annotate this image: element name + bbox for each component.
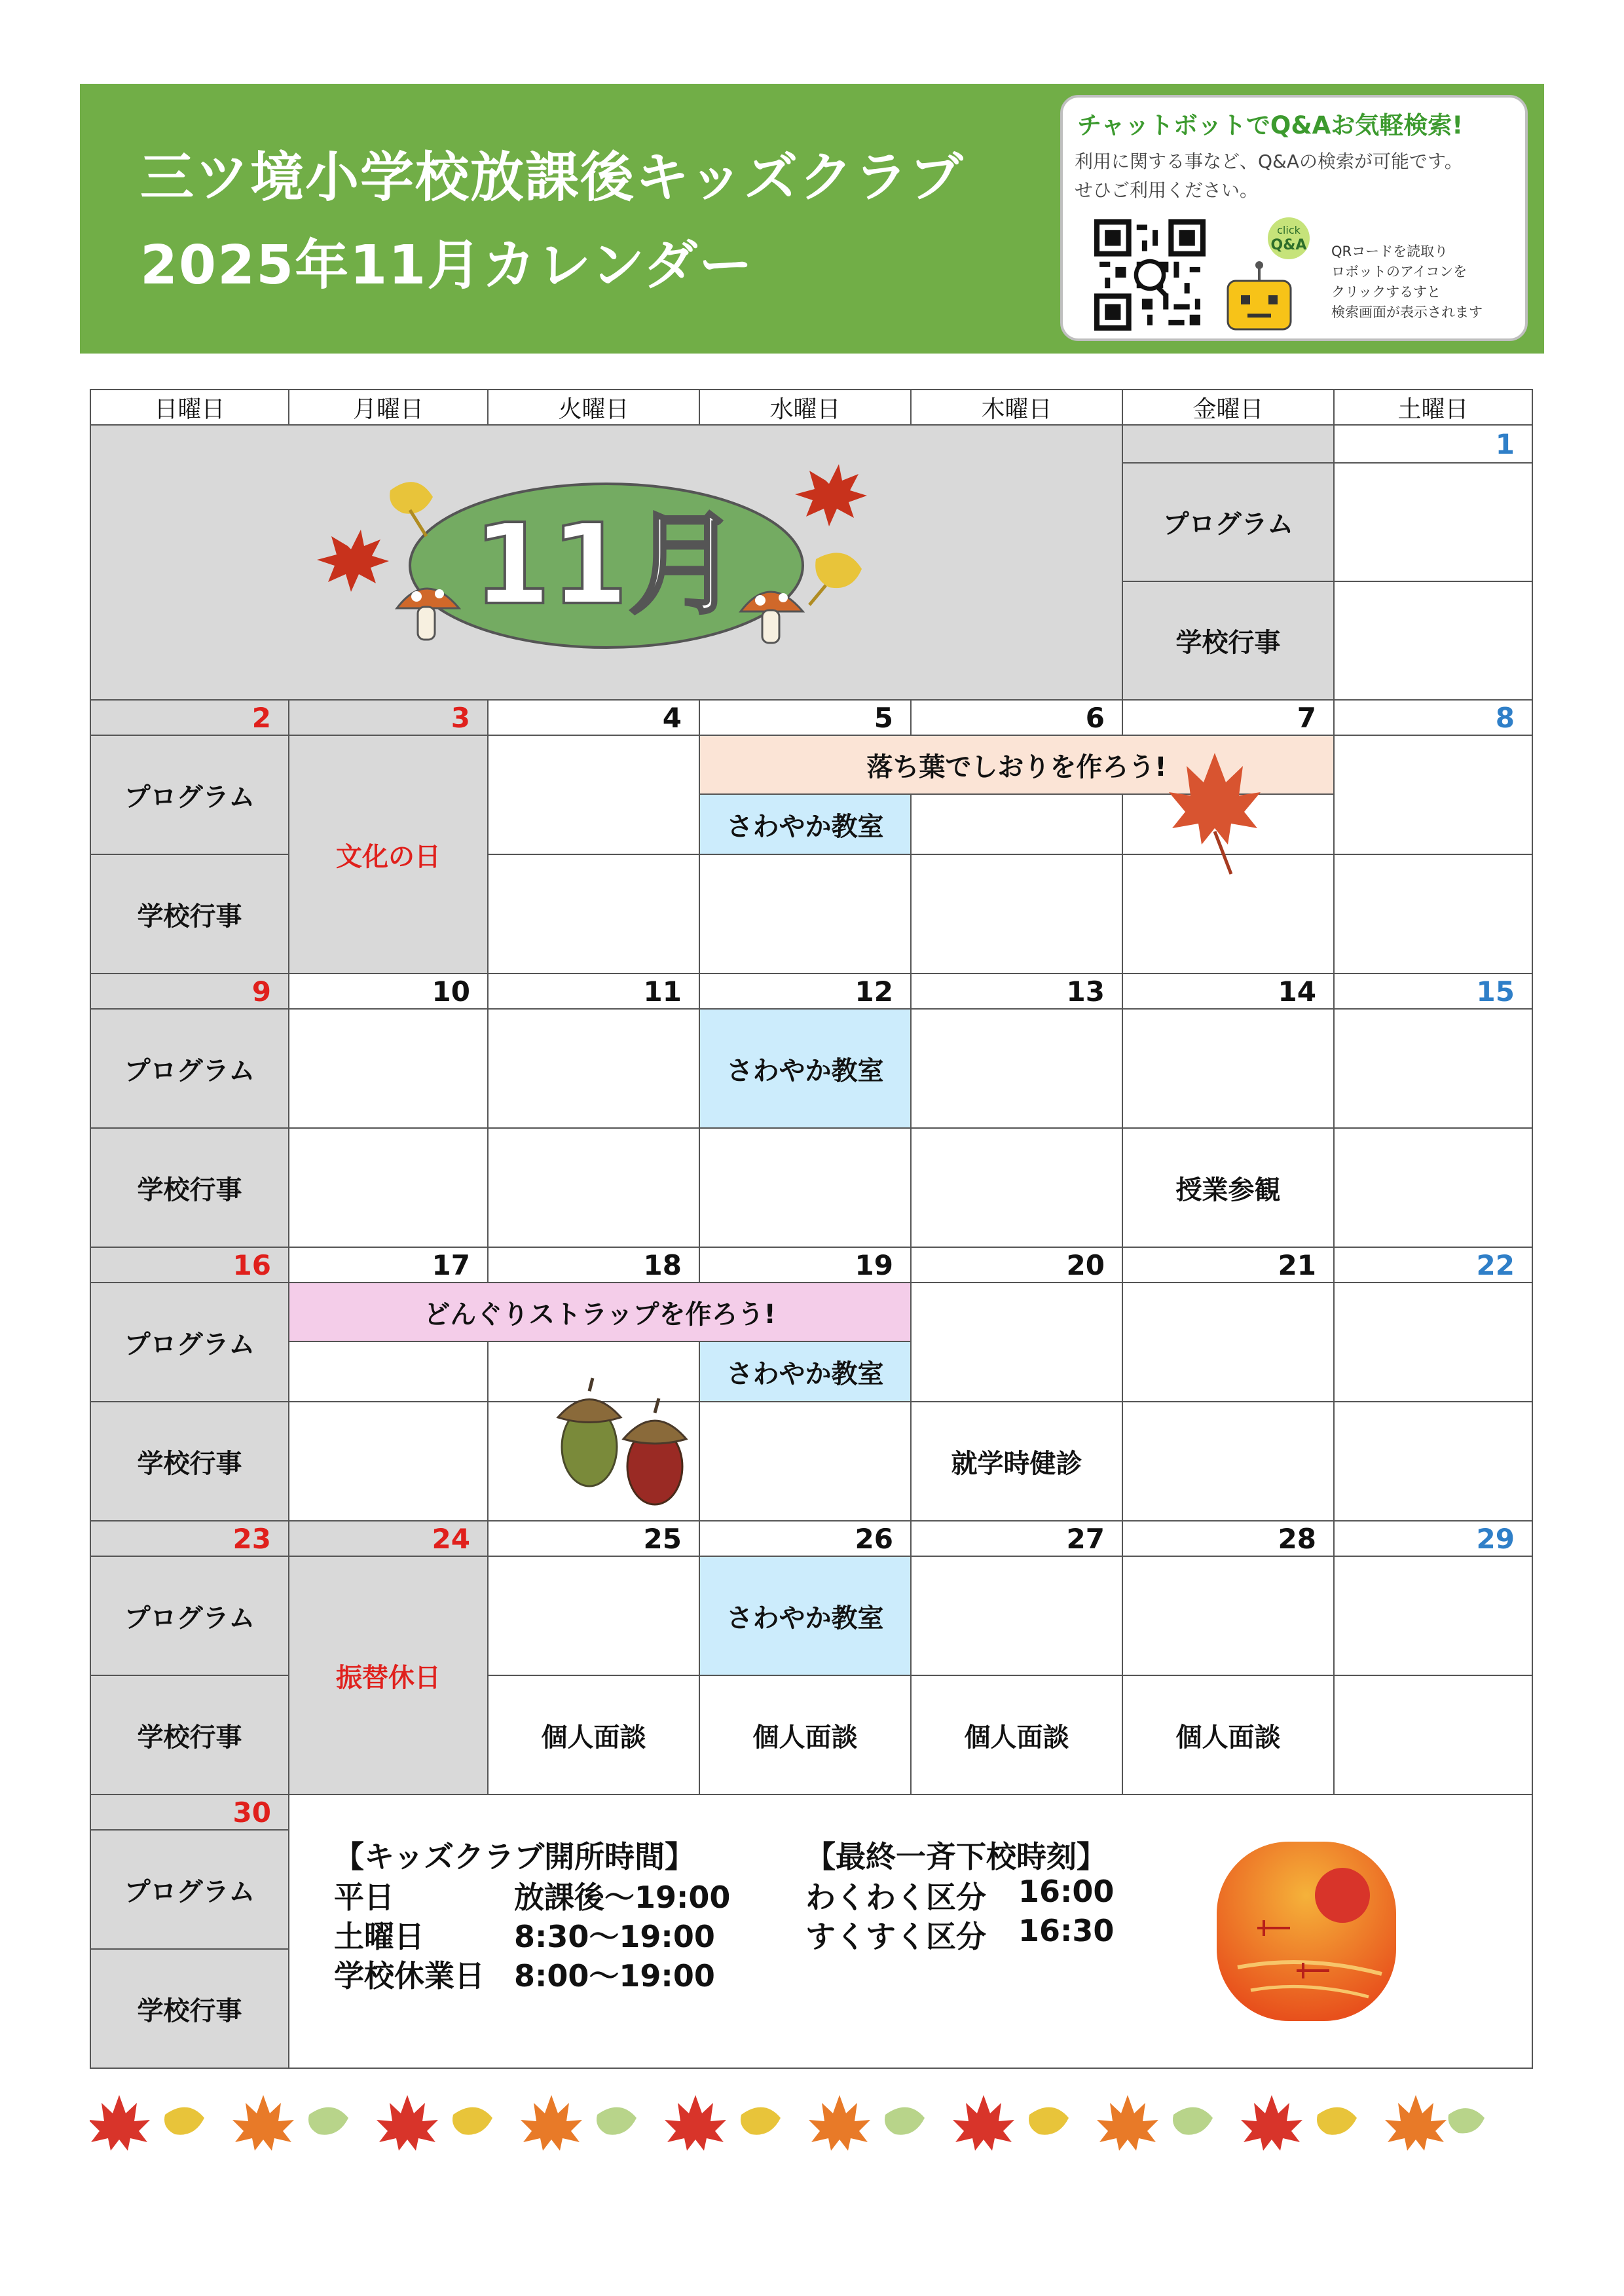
day-number-24: 24 [288, 1520, 489, 1557]
school-event-label: 学校行事 [90, 854, 289, 974]
ginkgo-leaf-icon [1317, 2107, 1357, 2135]
weekday-tuesday: 火曜日 [487, 389, 700, 426]
leaf-border-decoration [90, 2088, 1491, 2154]
weekday-friday: 金曜日 [1122, 389, 1335, 426]
day-number-16: 16 [90, 1247, 289, 1283]
day-cell-empty [288, 1401, 489, 1522]
ginkgo-leaf-icon [741, 2107, 781, 2135]
day-number-12: 12 [699, 973, 912, 1010]
dismissal-title: 【最終一斉下校時刻】 [805, 1839, 1107, 1874]
day-number-9: 9 [90, 973, 289, 1010]
holiday-bunka-no-hi: 文化の日 [288, 735, 489, 974]
day-number-11: 11 [487, 973, 700, 1010]
program-label: プログラム [90, 735, 289, 855]
day-cell-empty [1333, 1127, 1533, 1248]
day-number-15: 15 [1333, 973, 1533, 1010]
day-number-2: 2 [90, 699, 289, 736]
day-cell-empty [288, 1127, 489, 1248]
day-cell-empty [1122, 1282, 1335, 1402]
day-number-7: 7 [1122, 699, 1335, 736]
event-sawayaka: さわやか教室 [699, 1008, 912, 1129]
day-number-25: 25 [487, 1520, 700, 1557]
day-number-6: 6 [910, 699, 1123, 736]
hours-label-school-holiday: 学校休業日 [334, 1958, 485, 1994]
day-number-27: 27 [910, 1520, 1123, 1557]
month-label: 11月 [473, 500, 740, 630]
event-jugyo-sankan: 授業参観 [1122, 1127, 1335, 1248]
day-number-3: 3 [288, 699, 489, 736]
day-number-21: 21 [1122, 1247, 1335, 1283]
day-cell-empty [699, 1401, 912, 1522]
day-cell-empty [1122, 1008, 1335, 1129]
day-cell-empty [910, 854, 1123, 974]
maple-leaf-icon [317, 530, 389, 592]
day-number-1: 1 [1333, 424, 1533, 464]
maple-leaf-icon [665, 2095, 726, 2151]
day-number-4: 4 [487, 699, 700, 736]
maple-leaf-icon [90, 2095, 150, 2151]
maple-leaf-icon [521, 2095, 582, 2151]
day-cell-empty [288, 1341, 489, 1402]
school-event-label: 学校行事 [90, 1948, 289, 2069]
event-kojin-mendan: 個人面談 [910, 1675, 1123, 1795]
day-cell-empty [1333, 854, 1533, 974]
school-event-label: 学校行事 [1122, 581, 1335, 701]
program-label: プログラム [90, 1829, 289, 1950]
ginkgo-leaf-icon [809, 553, 862, 605]
day-cell-empty [699, 854, 912, 974]
chatbot-note-line: 検索画面が表示されます [1331, 304, 1483, 320]
robot-qa-label: Q&A [1270, 237, 1307, 253]
day-cell-empty [487, 1127, 700, 1248]
ginkgo-leaf-icon [1029, 2107, 1069, 2135]
day-cell-empty [1333, 462, 1533, 582]
event-ochiba-bookmark: 落ち葉でしおりを作ろう! [699, 735, 1335, 795]
day-cell-empty [487, 1556, 700, 1676]
day-cell-empty [1333, 1401, 1533, 1522]
hours-title: 【キッズクラブ開所時間】 [334, 1839, 695, 1874]
ginkgo-leaf-icon [164, 2107, 204, 2135]
day-number-10: 10 [288, 973, 489, 1010]
dismissal-value-wakuwaku: 16:00 [1018, 1874, 1115, 1909]
day-number-18: 18 [487, 1247, 700, 1283]
maple-leaf-icon [232, 2095, 294, 2151]
day-cell-empty [487, 854, 700, 974]
day-cell-empty [699, 1127, 912, 1248]
day-number-28: 28 [1122, 1520, 1335, 1557]
chatbot-note-line: ロボットのアイコンを [1331, 264, 1467, 280]
day-cell-empty [1122, 424, 1335, 464]
event-kojin-mendan: 個人面談 [487, 1675, 700, 1795]
acorn-icon [544, 1355, 707, 1512]
day-cell-empty [910, 1008, 1123, 1129]
day-cell-empty [288, 1008, 489, 1129]
day-number-23: 23 [90, 1520, 289, 1557]
header-banner [80, 84, 1544, 354]
day-cell-empty [910, 793, 1123, 855]
day-number-22: 22 [1333, 1247, 1533, 1283]
ginkgo-leaf-icon [597, 2107, 637, 2135]
day-cell-empty [910, 1282, 1123, 1402]
chatbot-description: 利用に関する事など、Q&Aの検索が可能です。 [1075, 151, 1463, 172]
day-number-29: 29 [1333, 1520, 1533, 1557]
day-cell-empty [487, 735, 700, 855]
school-event-label: 学校行事 [90, 1675, 289, 1795]
program-label: プログラム [90, 1282, 289, 1402]
chatbot-note-line: QRコードを読取り [1331, 244, 1449, 259]
weekday-thursday: 木曜日 [910, 389, 1123, 426]
maple-leaf-icon [1166, 746, 1264, 877]
day-cell-empty [1122, 1401, 1335, 1522]
school-event-label: 学校行事 [90, 1127, 289, 1248]
day-cell-empty [1333, 1282, 1533, 1402]
school-event-label: 学校行事 [90, 1401, 289, 1522]
day-number-26: 26 [699, 1520, 912, 1557]
ginkgo-leaf-icon [1173, 2107, 1213, 2135]
day-cell-empty [487, 1008, 700, 1129]
robot-click-label: click [1277, 224, 1301, 236]
ginkgo-leaf-icon [390, 482, 433, 536]
weekday-saturday: 土曜日 [1333, 389, 1533, 426]
program-label: プログラム [90, 1556, 289, 1676]
hours-label-saturday: 土曜日 [334, 1919, 424, 1954]
day-cell-empty [1122, 1556, 1335, 1676]
event-kojin-mendan: 個人面談 [1122, 1675, 1335, 1795]
dismissal-value-sukusuku: 16:30 [1018, 1913, 1115, 1948]
maple-leaf-icon [953, 2095, 1014, 2151]
hours-value-weekday: 放課後〜19:00 [514, 1880, 731, 1915]
chatbot-note-line: クリックするすと [1331, 284, 1441, 300]
maple-leaf-icon [809, 2095, 870, 2151]
weekday-monday: 月曜日 [288, 389, 489, 426]
weekday-sunday: 日曜日 [90, 389, 289, 426]
event-sawayaka: さわやか教室 [699, 793, 912, 855]
day-cell-empty [1333, 1556, 1533, 1676]
day-number-19: 19 [699, 1247, 912, 1283]
day-cell-empty [1333, 581, 1533, 701]
weekday-wednesday: 水曜日 [699, 389, 912, 426]
robot-icon[interactable] [1220, 215, 1318, 333]
page-title-line2: 2025年11月カレンダー [140, 234, 754, 297]
chatbot-heading: チャットボットでQ&Aお気軽検索! [1077, 111, 1464, 139]
day-cell-empty [1333, 1675, 1533, 1795]
day-number-8: 8 [1333, 699, 1533, 736]
event-donguri-strap: どんぐりストラップを作ろう! [288, 1282, 912, 1342]
ginkgo-leaf-icon [308, 2107, 348, 2135]
day-number-20: 20 [910, 1247, 1123, 1283]
dismissal-label-wakuwaku: わくわく区分 [805, 1880, 986, 1915]
day-cell-empty [910, 1556, 1123, 1676]
day-number-30: 30 [90, 1794, 289, 1831]
day-cell-empty [910, 1127, 1123, 1248]
holiday-furikae-kyujitsu: 振替休日 [288, 1556, 489, 1795]
event-kojin-mendan: 個人面談 [699, 1675, 912, 1795]
hours-value-school-holiday: 8:00〜19:00 [514, 1958, 715, 1994]
program-label: プログラム [1122, 462, 1335, 582]
program-label: プログラム [90, 1008, 289, 1129]
month-banner-illustration [312, 445, 901, 680]
ginkgo-leaf-icon [885, 2107, 925, 2135]
day-number-5: 5 [699, 699, 912, 736]
day-cell-empty [1333, 735, 1533, 855]
hours-label-weekday: 平日 [334, 1880, 394, 1915]
day-number-13: 13 [910, 973, 1123, 1010]
maple-leaf-icon [377, 2095, 438, 2151]
event-sawayaka: さわやか教室 [699, 1341, 912, 1402]
event-sawayaka: さわやか教室 [699, 1556, 912, 1676]
day-number-14: 14 [1122, 973, 1335, 1010]
maple-leaf-icon [1385, 2095, 1447, 2151]
chatbot-info-box [1060, 95, 1528, 341]
day-cell-empty [1333, 1008, 1533, 1129]
maple-leaf-icon [1241, 2095, 1302, 2151]
maple-leaf-icon [1097, 2095, 1158, 2151]
maple-leaf-icon [795, 464, 867, 526]
ginkgo-leaf-icon [452, 2107, 492, 2135]
hours-value-saturday: 8:30〜19:00 [514, 1919, 715, 1954]
qr-code-icon[interactable] [1094, 219, 1206, 331]
month-banner-cell [90, 424, 1123, 701]
dismissal-label-sukusuku: すくすく区分 [805, 1919, 986, 1954]
sunset-dragonfly-icon [1211, 1836, 1401, 2026]
event-shugaku-kenshin: 就学時健診 [910, 1401, 1123, 1522]
chatbot-note [1331, 242, 1483, 323]
chatbot-description-2: せひご利用ください。 [1075, 179, 1259, 201]
page-title-line1: 三ツ境小学校放課後キッズクラブ [140, 147, 965, 209]
day-number-17: 17 [288, 1247, 489, 1283]
ginkgo-leaf-icon [1449, 2108, 1485, 2133]
